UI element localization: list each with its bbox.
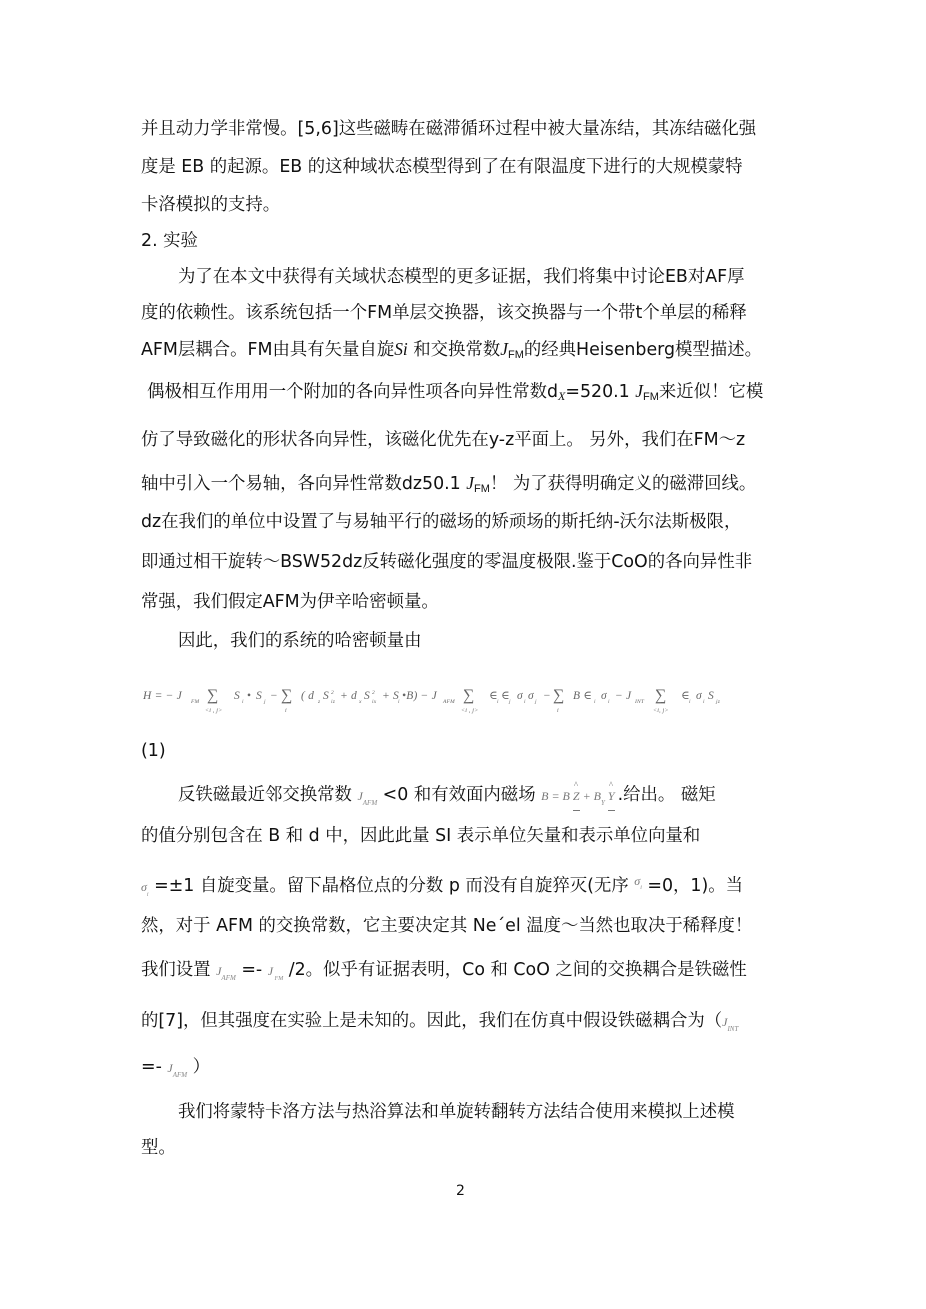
svg-text:∑: ∑ [281, 687, 293, 704]
svg-text:−: − [543, 690, 551, 702]
text-line: 常强，我们假定AFM为伊辛哈密顿量。 [141, 592, 439, 612]
svg-text:i: i [242, 699, 244, 705]
svg-text:+ d: + d [340, 690, 357, 702]
svg-text:∑: ∑ [207, 687, 219, 704]
text-line: 偶极相互作用用一个附加的各向异性项各向异性常数$d_X=520.1$ $J_{FM}$来近似！它模 [147, 381, 764, 403]
svg-text:INT: INT [635, 699, 645, 705]
text-line: =- $J_{AFM}$ ） [141, 1057, 211, 1079]
text-line: 的值分别包含在 B 和 d 中，因此此量 SI 表示单位矢量和表示单位向量和 [141, 826, 701, 846]
svg-text:j: j [509, 699, 511, 705]
svg-text:i: i [608, 699, 610, 705]
svg-text:H = − J: H = − J [143, 690, 182, 702]
svg-text:i: i [689, 699, 691, 705]
text-line: 反铁磁最近邻交换常数 $J_{AFM} <0$ 和有效面内磁场 B = B ^ $Z + B_Y$ ^ Y .给出。 磁矩 [178, 783, 716, 815]
svg-text:∈: ∈ [681, 690, 690, 702]
equation-number: (1) [141, 741, 166, 761]
svg-text:2: 2 [331, 690, 334, 696]
svg-text:σ: σ [517, 690, 523, 702]
svg-text:FM: FM [191, 699, 200, 705]
text-line: $\sigma_i =\pm 1$ 自旋变量。留下晶格位点的分数 p 而没有自旋猝灭(无序 $^{\sigma i}$ =0，1)。当 [141, 874, 744, 898]
text-line: 度的依赖性。该系统包括一个FM单层交换器，该交换器与一个带t个单层的稀释 [141, 303, 747, 323]
svg-text:i: i [497, 699, 499, 705]
svg-text:B ∈: B ∈ [573, 690, 593, 702]
svg-text:i: i [524, 699, 526, 705]
svg-text:<i, j>: <i, j> [653, 708, 669, 714]
text-line: 并且动力学非常慢。[5,6]这些磁畴在磁滞循环过程中被大量冻结，其冻结磁化强 [141, 119, 757, 139]
svg-text:i: i [594, 699, 596, 705]
svg-text:σ: σ [528, 690, 534, 702]
page-number: 2 [456, 1183, 465, 1199]
svg-text:i: i [285, 708, 287, 714]
text-line: dz在我们的单位中设置了与易轴平行的磁场的矫顽场的斯托纳-沃尔法斯极限， [141, 512, 742, 532]
svg-text:S: S [708, 690, 714, 702]
text-line: 我们将蒙特卡洛方法与热浴算法和单旋转翻转方法结合使用来模拟上述模 [178, 1102, 735, 1122]
svg-text:AFM: AFM [443, 699, 455, 705]
text-line: 即通过相干旋转～BSW52dz反转磁化强度的零温度极限.鉴于CoO的各向异性非 [141, 552, 753, 572]
text-line: 型。 [141, 1138, 176, 1158]
svg-text:iz: iz [331, 699, 336, 705]
text-line: 因此，我们的系统的哈密顿量由 [178, 631, 422, 651]
text-line: 为了在本文中获得有关域状态模型的更多证据，我们将集中讨论EB对AF厚 [178, 267, 745, 287]
svg-text:+ S: + S [382, 690, 399, 702]
svg-text:•B) − J: •B) − J [402, 690, 437, 702]
svg-text:•: • [247, 690, 252, 702]
svg-text:∑: ∑ [553, 687, 565, 704]
svg-text:−: − [270, 690, 278, 702]
svg-text:jz: jz [716, 699, 721, 705]
svg-text:( d: ( d [301, 690, 315, 702]
text-line: 轴中引入一个易轴，各向异性常数dz50.1 $J_{FM}$！ 为了获得明确定义的磁滞回线。 [141, 473, 757, 495]
hamiltonian-equation [143, 684, 788, 718]
svg-text:i: i [398, 699, 400, 705]
text-line: 度是 EB 的起源。EB 的这种域状态模型得到了在有限温度下进行的大规模蒙特 [141, 157, 743, 177]
svg-text:j: j [264, 699, 266, 705]
text-line: AFM层耦合。FM由具有矢量自旋Si 和交换常数$J_{FM}$的经典Heisenberg模型描述。 [141, 339, 762, 361]
text-line: 卡洛模拟的支持。 [141, 195, 281, 215]
svg-text:x: x [359, 699, 362, 705]
svg-text:i: i [703, 699, 705, 705]
svg-text:i: i [557, 708, 559, 714]
svg-text:z: z [318, 699, 321, 705]
section-heading: 2. 实验 [141, 231, 198, 251]
svg-text:S: S [323, 690, 329, 702]
svg-text:σ: σ [696, 690, 702, 702]
text-line: 然，对于 AFM 的交换常数，它主要决定其 Ne´el 温度～当然也取决于稀释度！ [141, 916, 753, 936]
svg-text:∑: ∑ [463, 687, 475, 704]
text-line: 仿了导致磁化的形状各向异性，该磁化优先在y-z平面上。 另外，我们在FM～z [141, 430, 746, 450]
svg-text:∈: ∈ [501, 690, 510, 702]
text-line: 的[7]，但其强度在实验上是未知的。因此，我们在仿真中假设铁磁耦合为（$J_{INT}$ [141, 1011, 739, 1033]
svg-text:ix: ix [372, 699, 377, 705]
svg-text:∑: ∑ [655, 687, 667, 704]
svg-text:∈: ∈ [489, 690, 498, 702]
svg-text:− J: − J [615, 690, 632, 702]
svg-text:<i , j>: <i , j> [461, 708, 479, 714]
svg-text:S: S [234, 690, 240, 702]
svg-text:j: j [535, 699, 537, 705]
svg-text:σ: σ [601, 690, 607, 702]
svg-text:<i , j>: <i , j> [205, 708, 223, 714]
svg-text:2: 2 [372, 690, 375, 696]
text-line: 我们设置 $J_{AFM} =- J$ $_{FM}$ /2。似乎有证据表明，Co 和 CoO 之间的交换耦合是铁磁性 [141, 960, 747, 982]
hamiltonian-equation-graphic [143, 684, 788, 718]
svg-text:S: S [256, 690, 262, 702]
svg-text:S: S [364, 690, 370, 702]
